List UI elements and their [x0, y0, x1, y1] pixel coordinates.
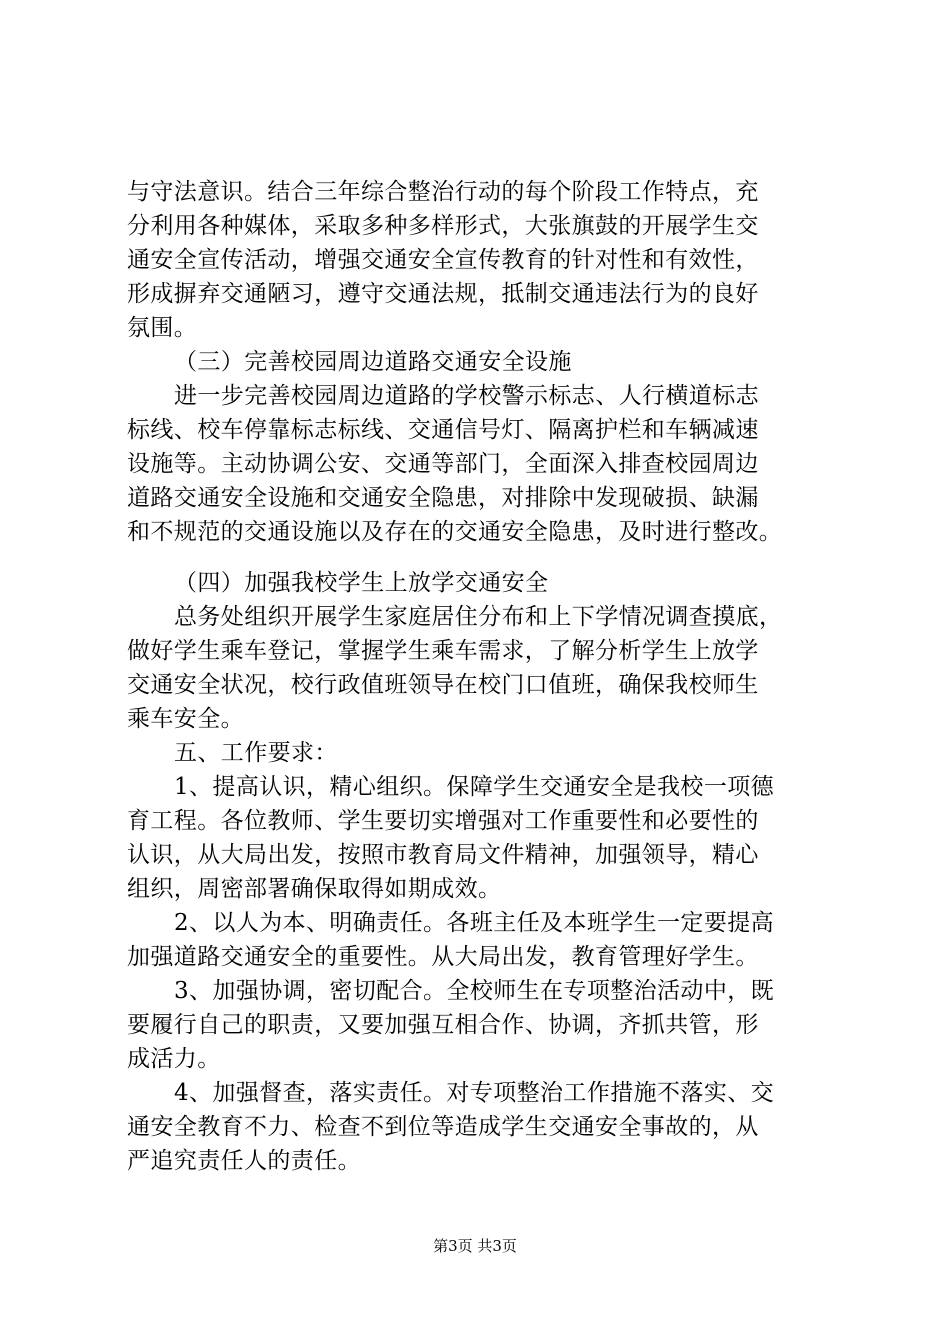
section-heading: （四）加强我校学生上放学交通安全: [174, 570, 549, 596]
text-line: 1、提高认识，精心组织。保障学生交通安全是我校一项德: [174, 774, 775, 800]
text-line: 道路交通安全设施和交通安全隐患，对排除中发现破损、缺漏: [127, 485, 759, 511]
text-line: 认识，从大局出发，按照市教育局文件精神，加强领导，精心: [127, 842, 759, 868]
text-line: 2、以人为本、明确责任。各班主任及本班学生一定要提高: [174, 910, 775, 936]
text-line: 标线、校车停靠标志标线、交通信号灯、隔离护栏和车辆减速: [127, 417, 759, 443]
text-line: 组织，周密部署确保取得如期成效。: [127, 876, 502, 902]
page-number: 第3页 共3页: [433, 1237, 517, 1255]
section-heading: （三）完善校园周边道路交通安全设施: [174, 349, 572, 375]
text-line: 分利用各种媒体，采取多种多样形式，大张旗鼓的开展学生交: [127, 213, 759, 239]
text-line: 做好学生乘车登记，掌握学生乘车需求，了解分析学生上放学: [127, 638, 759, 664]
text-line: 氛围。: [127, 315, 198, 341]
text-line: 通安全宣传活动，增强交通安全宣传教育的针对性和有效性，: [127, 247, 759, 273]
text-line: 和不规范的交通设施以及存在的交通安全隐患，及时进行整改。: [127, 519, 783, 545]
text-line: 进一步完善校园周边道路的学校警示标志、人行横道标志: [174, 383, 759, 409]
text-line: 加强道路交通安全的重要性。从大局出发，教育管理好学生。: [127, 944, 759, 970]
text-line: 育工程。各位教师、学生要切实增强对工作重要性和必要性的: [127, 808, 759, 834]
text-line: 形成摒弃交通陋习，遵守交通法规，抵制交通违法行为的良好: [127, 281, 759, 307]
text-line: 成活力。: [127, 1046, 221, 1072]
text-line: 交通安全状况，校行政值班领导在校门口值班，确保我校师生: [127, 672, 759, 698]
text-line: 要履行自己的职责，又要加强互相合作、协调，齐抓共管，形: [127, 1012, 759, 1038]
text-line: 通安全教育不力、检查不到位等造成学生交通安全事故的，从: [127, 1114, 759, 1140]
section-heading: 五、工作要求：: [174, 740, 338, 766]
text-line: 严追究责任人的责任。: [127, 1148, 361, 1174]
text-line: 设施等。主动协调公安、交通等部门，全面深入排查校园周边: [127, 451, 759, 477]
text-line: 3、加强协调，密切配合。全校师生在专项整治活动中，既: [174, 978, 775, 1004]
text-line: 4、加强督查，落实责任。对专项整治工作措施不落实、交: [174, 1080, 775, 1106]
text-line: 与守法意识。结合三年综合整治行动的每个阶段工作特点，充: [127, 179, 759, 205]
text-line: 总务处组织开展学生家庭居住分布和上下学情况调查摸底，: [174, 604, 783, 630]
text-line: 乘车安全。: [127, 706, 244, 732]
